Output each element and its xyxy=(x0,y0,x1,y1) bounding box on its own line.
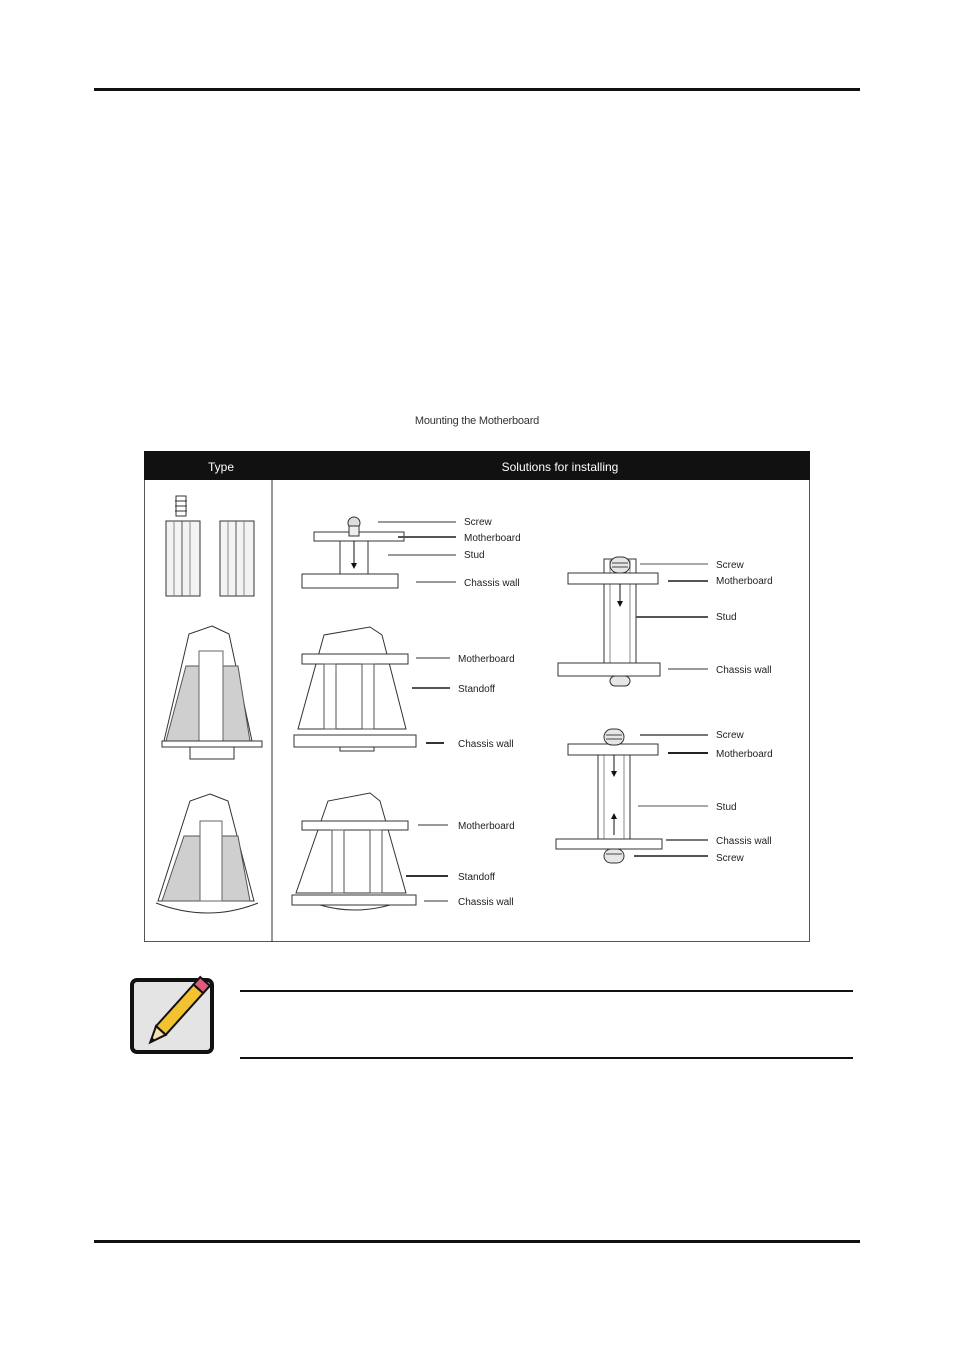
label-chassis-wall-1: Chassis wall xyxy=(464,578,520,589)
label-screw-4: Screw xyxy=(716,853,744,864)
label-screw-3: Screw xyxy=(716,730,744,741)
pencil-icon xyxy=(128,962,220,1058)
footer-rule xyxy=(94,1240,860,1243)
table-header-bar xyxy=(144,451,810,480)
figure-title: Mounting the Motherboard xyxy=(414,415,540,427)
header-rule xyxy=(94,88,860,91)
label-stud-2: Stud xyxy=(716,612,737,623)
note-top-rule xyxy=(240,990,853,992)
header-solutions: Solutions for installing xyxy=(501,460,619,474)
label-chassis-wall-2: Chassis wall xyxy=(458,739,514,750)
label-standoff-1: Standoff xyxy=(458,684,496,695)
label-motherboard-5: Motherboard xyxy=(716,749,773,760)
label-chassis-wall-3: Chassis wall xyxy=(458,897,514,908)
header-type: Type xyxy=(207,460,235,474)
label-chassis-wall-4: Chassis wall xyxy=(716,665,772,676)
label-motherboard-1: Motherboard xyxy=(464,533,521,544)
label-screw-1: Screw xyxy=(464,517,492,528)
label-chassis-wall-5: Chassis wall xyxy=(716,836,772,847)
note-bottom-rule xyxy=(240,1057,853,1059)
mounting-figure xyxy=(144,451,810,942)
label-motherboard-2: Motherboard xyxy=(458,654,515,665)
label-motherboard-4: Motherboard xyxy=(716,576,773,587)
label-standoff-2: Standoff xyxy=(458,872,496,883)
label-stud-1: Stud xyxy=(464,550,485,561)
stud-plain-illustration xyxy=(220,521,254,596)
label-stud-3: Stud xyxy=(716,802,737,813)
label-screw-2: Screw xyxy=(716,560,744,571)
label-motherboard-3: Motherboard xyxy=(458,821,515,832)
